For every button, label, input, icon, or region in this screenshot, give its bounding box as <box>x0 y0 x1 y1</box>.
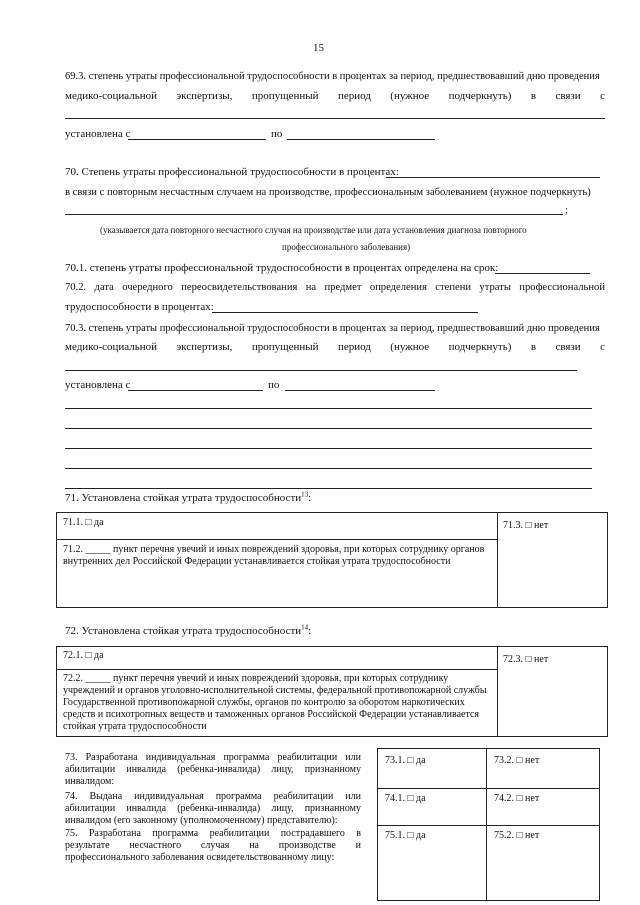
item-70-3-to-field[interactable] <box>285 390 435 391</box>
blank-line-4[interactable] <box>65 468 592 469</box>
item-74-2-no-checkbox[interactable]: 74.2. □ нет <box>494 793 540 804</box>
blank-line-5[interactable] <box>65 488 592 489</box>
item-69-3-from-field[interactable] <box>128 139 266 140</box>
justified-word: медико-социальной <box>65 341 158 353</box>
justified-word: связи <box>555 341 581 353</box>
item-69-3-line1: 69.3. степень утраты профессиональной трудоспособности в процентах за период, предшествовавший дню проведения <box>65 71 600 82</box>
justified-word: (нужное <box>390 341 430 353</box>
item-70-1-label: 70.1. степень утраты профессиональной трудоспособности в процентах определена на срок: <box>65 262 499 274</box>
item-70-note-line1: (указывается дата повторного несчастного случая на производстве или дата установления диагноза повторного <box>100 225 527 235</box>
page-number: 15 <box>313 42 324 54</box>
item-74-text: 74. Выдана индивидуальная программа реабилитации или абилитации инвалида (ребенка-инвалида) лицу, признанному инвалидом (его законному (уполномоченному) представителю): <box>65 791 361 826</box>
item-75-text: 75. Разработана программа реабилитации пострадавшего в результате несчастного случая на производстве и профессионального заболевания освидетельствованному лицу: <box>65 828 361 863</box>
item-69-3-to-field[interactable] <box>287 139 435 140</box>
item-70-1-term-field[interactable] <box>495 273 590 274</box>
item-72-title: 72. Установлена стойкая утрата трудоспособности$^{14}$: <box>65 623 312 637</box>
justified-word: в <box>530 341 537 353</box>
table-72 <box>56 646 608 737</box>
justified-word: период <box>337 341 371 353</box>
justified-word: с <box>600 90 605 102</box>
item-71-2-text: 71.2. _____ пункт перечня увечий и иных повреждений здоровья, при которых сотруднику органов внутренних дел Российской Федерации устанавливается стойкая утрата трудоспособности <box>63 544 485 567</box>
item-73-2-no-checkbox[interactable]: 73.2. □ нет <box>494 755 540 766</box>
justified-word: (нужное <box>390 90 430 102</box>
item-72-3-no-checkbox[interactable]: 72.3. □ нет <box>503 654 549 665</box>
justified-word: медико-социальной <box>65 90 158 102</box>
justified-word: с <box>600 341 605 353</box>
justified-word: пропущенный <box>251 341 319 353</box>
item-70-2-line1: 70.2. дата очередного переосвидетельствования на предмет определения степени утраты профессиональной <box>65 282 605 293</box>
footnote-13: 13 <box>301 490 309 499</box>
justified-word: экспертизы, <box>176 90 233 102</box>
item-70-3-from-label: установлена с <box>65 379 131 391</box>
justified-word: подчеркнуть) <box>448 90 512 102</box>
item-75-1-yes-checkbox[interactable]: 75.1. □ да <box>385 830 426 841</box>
justified-word: в <box>530 90 537 102</box>
item-69-3-reason-field[interactable] <box>65 118 605 119</box>
table-71 <box>56 512 608 608</box>
table-73-75 <box>377 748 600 901</box>
item-70-percent-field[interactable] <box>386 177 600 178</box>
footnote-14: 14 <box>301 623 309 632</box>
item-70-3-from-field[interactable] <box>128 390 263 391</box>
item-70-note-line2: профессионального заболевания) <box>282 242 411 252</box>
blank-line-3[interactable] <box>65 448 592 449</box>
item-70-semicolon: ; <box>565 204 569 216</box>
justified-word: подчеркнуть) <box>448 341 512 353</box>
justified-word: пропущенный <box>251 90 319 102</box>
item-69-3-line2 <box>65 90 605 103</box>
item-71-title: 71. Установлена стойкая утрата трудоспособности$^{13}$: <box>65 490 312 504</box>
item-75-2-no-checkbox[interactable]: 75.2. □ нет <box>494 830 540 841</box>
item-69-3-to-label: по <box>271 128 283 140</box>
blank-line-1[interactable] <box>65 408 592 409</box>
item-70-3-line2 <box>65 341 605 354</box>
item-69-3-from-label: установлена с <box>65 128 131 140</box>
item-70-date-field[interactable] <box>65 214 563 215</box>
justified-word: экспертизы, <box>176 341 233 353</box>
item-70-label: 70. Степень утраты профессиональной трудоспособности в процентах: <box>65 166 399 178</box>
item-70-3-reason-field[interactable] <box>65 370 577 371</box>
item-73-1-yes-checkbox[interactable]: 73.1. □ да <box>385 755 426 766</box>
item-70-3-to-label: по <box>268 379 280 391</box>
justified-word: период <box>337 90 371 102</box>
blank-line-2[interactable] <box>65 428 592 429</box>
item-71-1-yes-checkbox[interactable]: 71.1. □ да <box>63 517 104 528</box>
justified-word: связи <box>555 90 581 102</box>
item-72-2-text: 72.2. _____ пункт перечня увечий и иных повреждений здоровья, при которых сотруднику учреждений и органов уголовно-исполнительной системы, федеральной противопожарной службы Государственной противопожарной службы, органов по контролю за оборотом наркотических средств и психотропных веществ и таможенных органов Российской Федерации устанавливается стойкая утрата трудоспособности <box>63 673 487 732</box>
item-70-connection: в связи с повторным несчастным случаем на производстве, профессиональным заболеванием (нужное подчеркнуть) <box>65 187 591 198</box>
item-70-2-date-field[interactable] <box>212 312 478 313</box>
item-70-2-line2: трудоспособности в процентах: <box>65 301 214 313</box>
item-72-1-yes-checkbox[interactable]: 72.1. □ да <box>63 650 104 661</box>
item-71-3-no-checkbox[interactable]: 71.3. □ нет <box>503 520 549 531</box>
item-74-1-yes-checkbox[interactable]: 74.1. □ да <box>385 793 426 804</box>
item-70-3-line1: 70.3. степень утраты профессиональной трудоспособности в процентах за период, предшествовавший дню проведения <box>65 323 600 334</box>
item-73-text: 73. Разработана индивидуальная программа реабилитации или абилитации инвалида (ребенка-инвалида) лицу, признанному инвалидом: <box>65 752 361 787</box>
